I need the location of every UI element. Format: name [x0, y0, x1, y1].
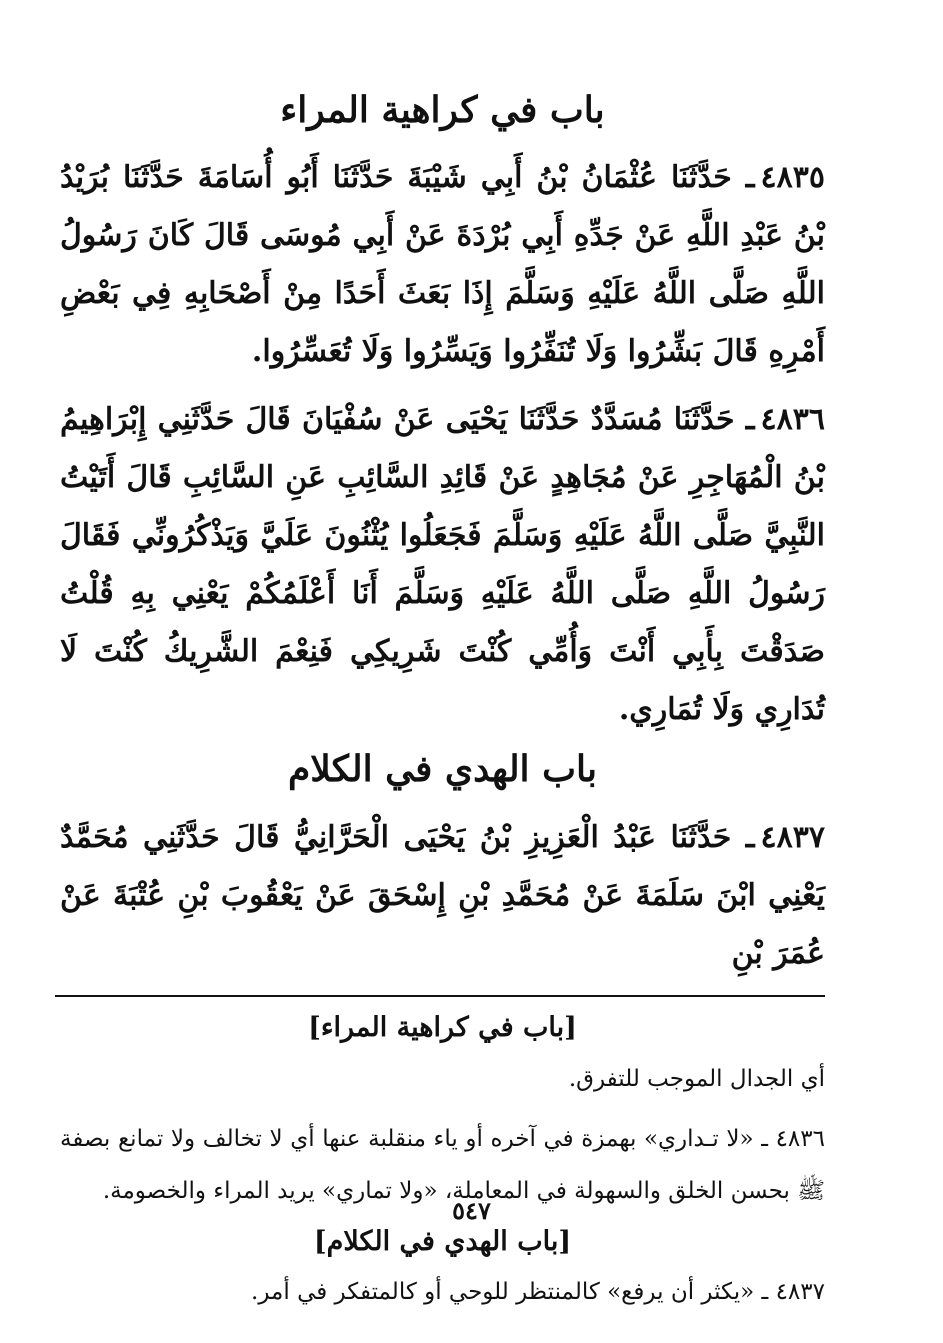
- hadith-text: ـ حَدَّثَنَا مُسَدَّدٌ حَدَّثَنَا يَحْيَى عَنْ سُفْيَانَ قَالَ حَدَّثَنِي إِبْرَاهِيمُ بْنُ الْمُهَاجِرِ عَنْ مُجَاهِدٍ عَنْ قَائِدِ السَّائِبِ عَنِ السَّائِبِ قَالَ أَتَيْتُ النَّبِيَّ صَلَّى اللَّهُ عَلَيْهِ وَسَلَّمَ فَجَعَلُوا يُثْنُونَ عَلَيَّ وَيَذْكُرُونِّي فَقَالَ رَسُولُ اللَّهِ صَلَّى اللَّهُ عَلَيْهِ وَسَلَّمَ أَنَا أَعْلَمُكُمْ يَعْنِي بِهِ قُلْتُ صَدَقْتَ بِأَبِي أَنْتَ وَأُمِّي كُنْتَ شَرِيكِي فَنِعْمَ الشَّرِيكُ كُنْتَ لَا تُدَارِي وَلَا تُمَارِي.: [60, 402, 825, 728]
- hadith-number: ٤٨٣٦: [760, 402, 825, 438]
- hadith-4836: [60, 391, 825, 739]
- hadith-4837: [60, 809, 825, 983]
- footnote-heading-disputation: [باب في كراهية المراء]: [308, 1011, 577, 1043]
- footnote-4837: ٤٨٣٧ ـ «يكثر أن يرفع» كالمنتظر للوحي أو كالمتفكر في أمر.: [251, 1279, 825, 1306]
- footnote-text: أي الجدال الموجب للتفرق.: [568, 1065, 825, 1092]
- footnote-4836: ٤٨٣٦ ـ «لا تـداري» بهمزة في آخره أو ياء منقلبة عنها أي لا تخالف ولا تمانع بصفة ﷺ بحسن الخلق والسهولة في المعاملة، «ولا تماري» يريد المراء والخصومة.: [60, 1125, 825, 1204]
- footnote-heading-speech: [باب الهدي في الكلام]: [313, 1225, 572, 1257]
- hadith-text: ـ حَدَّثَنَا عَبْدُ الْعَزِيزِ بْنُ يَحْيَى الْحَرَّانِيُّ قَالَ حَدَّثَنِي مُحَمَّدٌ يَعْنِي ابْنَ سَلَمَةَ عَنْ مُحَمَّدِ بْنِ إِسْحَقَ عَنْ يَعْقُوبَ بْنِ عُتْبَةَ عَنْ عُمَرَ بْنِ: [60, 819, 825, 971]
- page-number: ٥٤٧: [452, 1196, 491, 1225]
- hadith-number: ٤٨٣٥: [760, 160, 825, 196]
- hadith-number: ٤٨٣٧: [760, 819, 825, 855]
- page-body: [60, 90, 825, 1326]
- hadith-text: ـ حَدَّثَنَا عُثْمَانُ بْنُ أَبِي شَيْبَةَ حَدَّثَنَا أَبُو أُسَامَةَ حَدَّثَنَا بُرَيْدُ بْنُ عَبْدِ اللَّهِ عَنْ جَدِّهِ أَبِي بُرْدَةَ عَنْ أَبِي مُوسَى قَالَ كَانَ رَسُولُ اللَّهِ صَلَّى اللَّهُ عَلَيْهِ وَسَلَّمَ إِذَا بَعَثَ أَحَدًا مِنْ أَصْحَابِهِ فِي بَعْضِ أَمْرِهِ قَالَ بَشِّرُوا وَلَا تُنَفِّرُوا وَيَسِّرُوا وَلَا تُعَسِّرُوا.: [60, 160, 825, 370]
- chapter-heading-speech: باب الهدي في الكلام: [288, 748, 597, 791]
- chapter-heading-disputation: باب في كراهية المراء: [280, 89, 605, 131]
- hadith-4835: [60, 149, 825, 381]
- footnote-divider: [55, 995, 825, 997]
